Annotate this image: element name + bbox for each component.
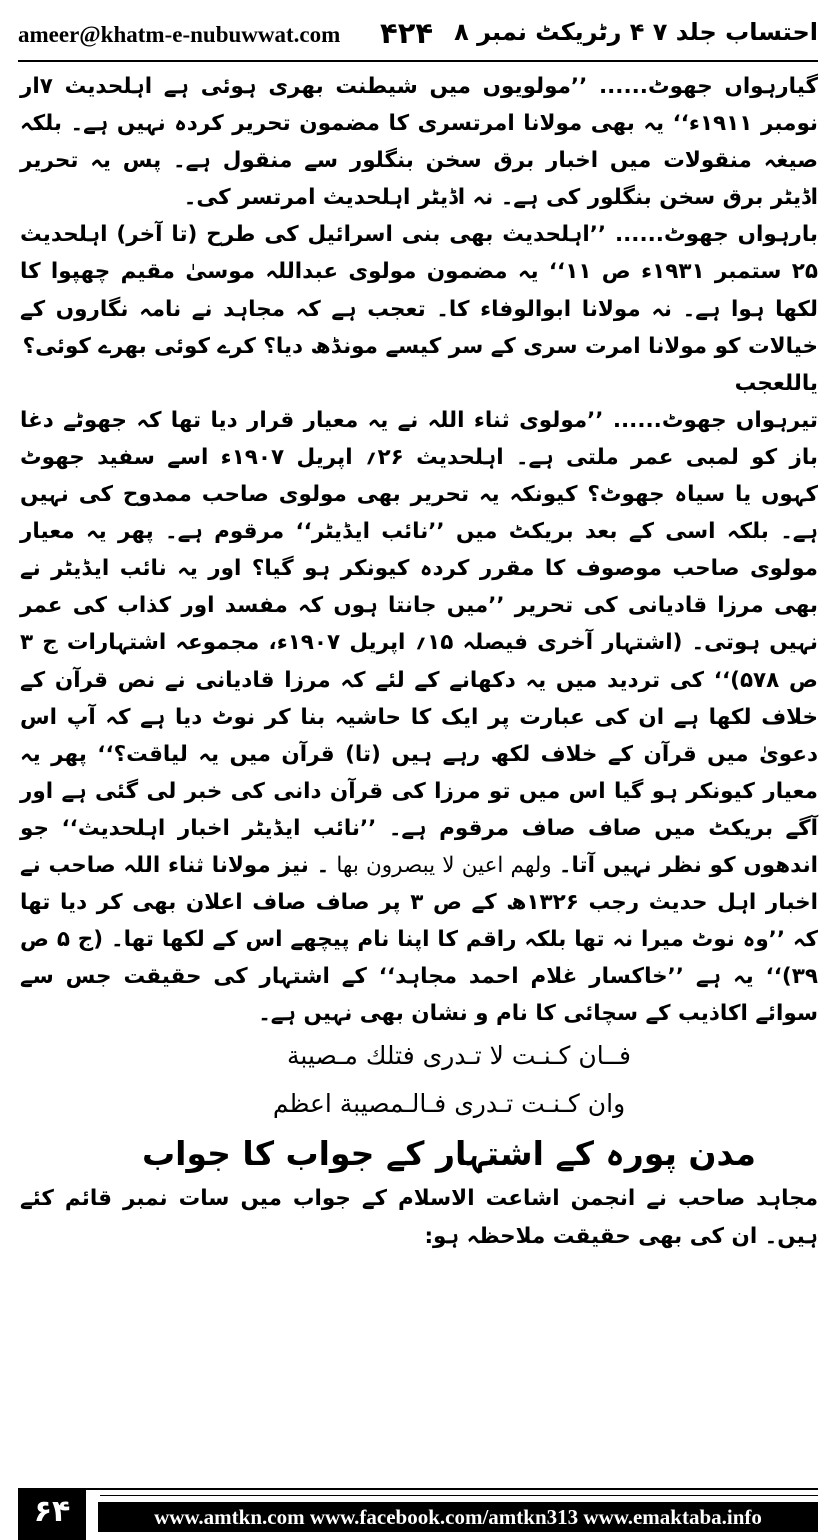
paragraph-text: ’’مولویوں میں شیطنت بھری ہوئی ہے اہلحدیث ۷ار نومبر ۱۹۱۱ء‘‘ یہ بھی مولانا امرتسری کا مضمون تحریر کردہ نہیں ہے۔ بلکہ صیغہ منقولات میں اخبار برق سخن بنگلور سے منقول ہے۔ پس یہ تحریر اڈیٹر برق سخن بنگلور کی ہے۔ نہ اڈیٹر اہلحدیث امرتسر کی۔: [20, 74, 819, 211]
paragraph-text: ’’اہلحدیث بھی بنی اسرائیل کی طرح (تا آخر) اہلحدیث ۲۵ ستمبر ۱۹۳۱ء ص ۱۱‘‘ یہ مضمون مولوی عبداللہ موسیٰ مقیم چھپوا کا لکھا ہوا ہے۔ نہ مولانا ابوالوفاء کا۔ تعجب ہے کہ مجاہد نے نامہ نگاروں کے خیالات کو مولانا امرت سری کے سر کیسے مونڈھ دیا؟ کرے کوئی بھرے کوئی؟: [20, 222, 818, 359]
paragraph-twelfth-lie: [20, 216, 818, 364]
page-header: [18, 12, 818, 60]
quran-quote: ولهم اعين لا يبصرون بها: [329, 852, 559, 878]
paragraph-label: گیارہواں جھوٹ......: [598, 74, 818, 99]
footer-divider-thin: [100, 1495, 818, 1496]
paragraph-section-intro: مجاہد صاحب نے انجمن اشاعت الاسلام کے جواب میں سات نمبر قائم کئے ہیں۔ ان کی بھی حقیقت ملاحظہ ہو:: [20, 1186, 818, 1249]
poetry-verse-2: وان كـنـت تـدرى فـالـمصيبة اعظم: [272, 1089, 626, 1119]
footer-page-number: ۶۴: [18, 1490, 86, 1540]
page-body: [20, 68, 818, 1255]
paragraph-text: ’’مولوی ثناء اللہ نے یہ معیار قرار دیا تھا کہ جھوٹے دغا باز کو لمبی عمر ملتی ہے۔ اہلحدیث ۲۶؍ اپریل ۱۹۰۷ء اسے سفید جھوٹ کہوں یا سیاہ جھوٹ؟ کیونکہ یہ تحریر بھی مولوی صاحب ممدوح کی نہیں ہے۔ بلکہ اسی کے بعد بریکٹ میں ’’نائب ایڈیٹر‘‘ مرقوم ہے۔ پھر یہ معیار مولوی صاحب موصوف کا مقرر کردہ کیونکر ہو گیا؟ اور یہ نائب ایڈیٹر نے بھی مرزا قادیانی کی تحریر ’’میں جانتا ہوں کہ مفسد اور کذاب کی عمر نہیں ہوتی۔ (اشتہار آخری فیصلہ ۱۵؍ اپریل ۱۹۰۷ء، مجموعہ اشتہارات ج ۳ ص ۵۷۸)‘‘ کی تردید میں یہ دکھانے کے لئے کہ مرزا قادیانی نے نص قرآن کے خلاف لکھا ہے ان کی عبارت پر ایک کا حاشیہ بنا کر نوٹ دیا ہے کہ آپ اس دعویٰ میں قرآن کے خلاف لکھ رہے ہیں (تا) قرآن میں یہ لیاقت؟‘‘ پھر یہ معیار کیونکر ہو گیا اس میں تو مرزا کی قرآن دانی کی خبر لی گئی ہے اور آگے بریکٹ میں صاف صاف مرقوم ہے۔ ’’نائب ایڈیٹر اخبار اہلحدیث‘‘ جو اندھوں کو نظر نہیں آتا۔: [20, 407, 819, 878]
paragraph-eleventh-lie: [20, 68, 818, 216]
paragraph-text-continued: ۔ نیز مولانا ثناء اللہ صاحب نے اخبار اہل حدیث رجب ۱۳۲۶ھ کے ص ۳ پر صاف صاف اعلان بھی کر دیا تھا کہ ’’وہ نوٹ میرا نہ تھا بلکہ راقم کا اپنا نام پیچھے اس کے لکھا تھا۔ (ج ۵ ص ۳۹)‘‘ یہ ہے ’’خاکسار غلام احمد مجاہد‘‘ کے اشتہار کی حقیقت جس سے سوائے اکاذیب کے سچائی کا نام و نشان بھی نہیں ہے۔: [20, 852, 819, 1027]
header-divider: [18, 60, 818, 62]
header-page-number: ۴۲۴: [380, 16, 434, 50]
paragraph-thirteenth-lie: [20, 402, 818, 1033]
header-book-title: احتساب جلد ۷ ۴ رٹریکٹ نمبر ۸: [454, 18, 818, 46]
poetry-verse-1: فــان كـنـت لا تـدرى فتلك مـصيبة: [287, 1041, 631, 1071]
section-heading: مدن پورہ کے اشتہار کے جواب کا جواب: [142, 1134, 756, 1174]
exclamation-line: یاللعجب: [734, 370, 818, 396]
footer-divider: [18, 1488, 818, 1490]
footer-website-links: www.amtkn.com www.facebook.com/amtkn313 www.emaktaba.info: [98, 1502, 818, 1532]
paragraph-label: تیرہواں جھوٹ......: [612, 407, 818, 433]
header-email: ameer@khatm-e-nubuwwat.com: [18, 22, 341, 47]
paragraph-label: بارہواں جھوٹ......: [614, 222, 818, 248]
